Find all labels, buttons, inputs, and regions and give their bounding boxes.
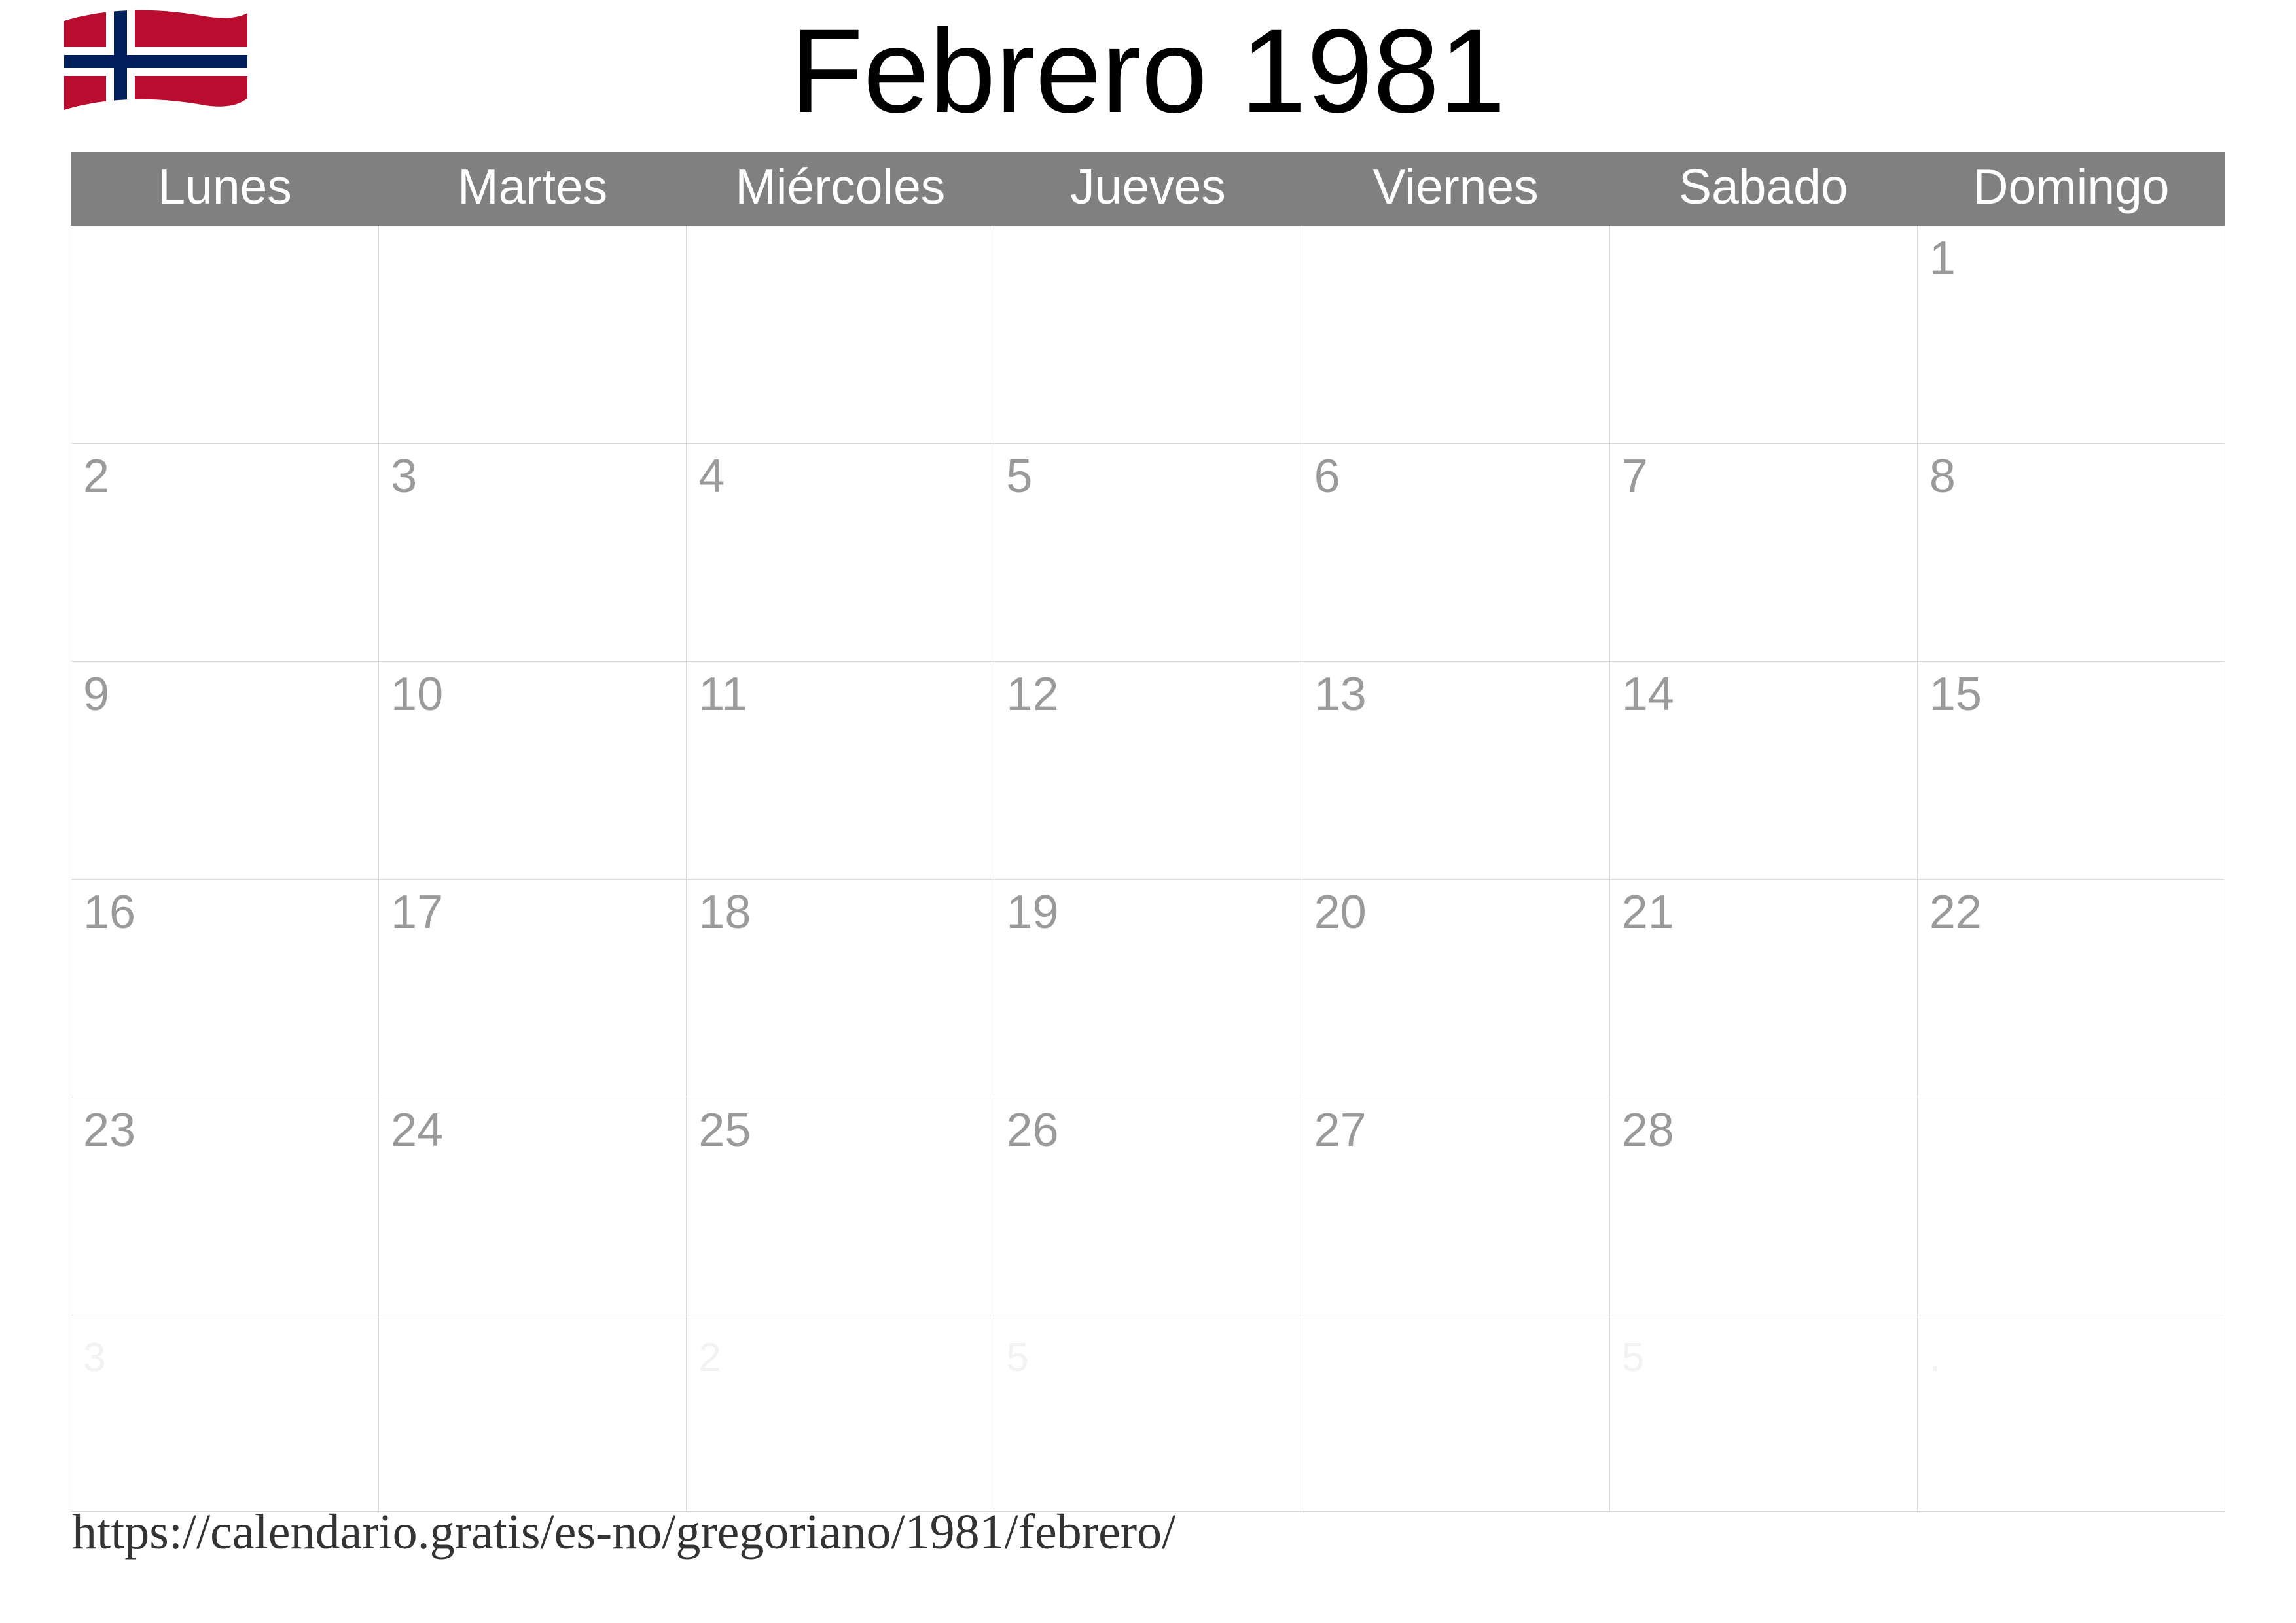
calendar-week-row	[71, 1315, 2225, 1512]
calendar-day-cell[interactable]	[1609, 1315, 1917, 1512]
day-number: 14	[1621, 668, 1674, 721]
calendar-day-cell[interactable]	[1302, 226, 1609, 444]
day-number: 1	[1929, 232, 1956, 285]
calendar-table	[71, 152, 2225, 1512]
calendar-day-cell[interactable]	[71, 1097, 379, 1315]
day-number: .	[1929, 1335, 1941, 1380]
calendar-day-cell[interactable]	[1609, 1097, 1917, 1315]
weekday-header-tuesday: Martes	[379, 152, 687, 226]
calendar-week-row	[71, 226, 2225, 444]
calendar-day-cell[interactable]	[994, 880, 1302, 1097]
day-number: 11	[698, 668, 748, 721]
day-number: 10	[391, 668, 444, 721]
calendar-day-cell[interactable]	[1302, 662, 1609, 880]
day-number: 27	[1314, 1104, 1367, 1156]
calendar-day-cell[interactable]	[1917, 662, 2225, 880]
day-number: 18	[698, 886, 751, 938]
calendar-day-cell[interactable]	[1917, 226, 2225, 444]
calendar-day-cell[interactable]	[379, 662, 687, 880]
day-number: 2	[698, 1335, 721, 1380]
day-number: 19	[1006, 886, 1059, 938]
calendar-day-cell[interactable]	[71, 1315, 379, 1512]
calendar-week-row	[71, 444, 2225, 662]
weekday-header-friday: Viernes	[1302, 152, 1609, 226]
day-number: 15	[1929, 668, 1982, 721]
calendar-day-cell[interactable]	[1302, 880, 1609, 1097]
calendar-day-cell[interactable]	[1609, 880, 1917, 1097]
day-number: 25	[698, 1104, 751, 1156]
calendar-day-cell[interactable]	[994, 662, 1302, 880]
weekday-header-wednesday: Miércoles	[687, 152, 994, 226]
calendar-week-row	[71, 880, 2225, 1097]
calendar-day-cell[interactable]	[71, 226, 379, 444]
calendar-day-cell[interactable]	[379, 444, 687, 662]
calendar-day-cell[interactable]	[379, 880, 687, 1097]
weekday-header-row	[71, 152, 2225, 226]
calendar-day-cell[interactable]	[71, 444, 379, 662]
weekday-header-monday: Lunes	[71, 152, 379, 226]
calendar-day-cell[interactable]	[994, 1097, 1302, 1315]
day-number: 22	[1929, 886, 1982, 938]
day-number: 5	[1006, 1335, 1029, 1380]
day-number: 5	[1006, 450, 1033, 503]
day-number: 8	[1929, 450, 1956, 503]
day-number: 3	[391, 450, 418, 503]
calendar-day-cell[interactable]	[687, 444, 994, 662]
calendar-day-cell[interactable]	[687, 880, 994, 1097]
calendar-day-cell[interactable]	[687, 1097, 994, 1315]
calendar-week-row	[71, 1097, 2225, 1315]
day-number: 3	[83, 1335, 106, 1380]
day-number: 20	[1314, 886, 1367, 938]
calendar-day-cell[interactable]	[1302, 1315, 1609, 1512]
day-number: 24	[391, 1104, 444, 1156]
day-number: 9	[83, 668, 110, 721]
calendar-day-cell[interactable]	[1302, 1097, 1609, 1315]
calendar-day-cell[interactable]	[379, 1315, 687, 1512]
day-number: 28	[1621, 1104, 1674, 1156]
calendar-day-cell[interactable]	[1917, 880, 2225, 1097]
day-number: 13	[1314, 668, 1367, 721]
calendar-week-row	[71, 662, 2225, 880]
calendar-day-cell[interactable]	[379, 1097, 687, 1315]
calendar-day-cell[interactable]	[994, 444, 1302, 662]
day-number: 4	[698, 450, 725, 503]
weekday-header-thursday: Jueves	[994, 152, 1302, 226]
day-number: 2	[83, 450, 110, 503]
calendar-day-cell[interactable]	[71, 880, 379, 1097]
day-number: 17	[391, 886, 444, 938]
calendar-day-cell[interactable]	[687, 226, 994, 444]
day-number: 26	[1006, 1104, 1059, 1156]
day-number: 6	[1314, 450, 1340, 503]
norway-flag-icon	[60, 7, 250, 124]
weekday-header-sunday: Domingo	[1917, 152, 2225, 226]
source-url[interactable]: https://calendario.gratis/es-no/gregoriano/1981/febrero/	[72, 1505, 1176, 1560]
day-number: 16	[83, 886, 136, 938]
calendar-day-cell[interactable]	[1302, 444, 1609, 662]
calendar-day-cell[interactable]	[1917, 444, 2225, 662]
calendar-day-cell[interactable]	[687, 1315, 994, 1512]
calendar-day-cell[interactable]	[1917, 1315, 2225, 1512]
calendar-day-cell[interactable]	[71, 662, 379, 880]
calendar-day-cell[interactable]	[1609, 444, 1917, 662]
calendar-day-cell[interactable]	[994, 226, 1302, 444]
calendar-day-cell[interactable]	[994, 1315, 1302, 1512]
page-title: Febrero 1981	[790, 3, 1506, 137]
day-number: 7	[1621, 450, 1648, 503]
calendar-day-cell[interactable]	[379, 226, 687, 444]
day-number: 12	[1006, 668, 1059, 721]
day-number: 23	[83, 1104, 136, 1156]
calendar-day-cell[interactable]	[1609, 226, 1917, 444]
calendar-day-cell[interactable]	[1609, 662, 1917, 880]
calendar-day-cell[interactable]	[1917, 1097, 2225, 1315]
weekday-header-saturday: Sabado	[1609, 152, 1917, 226]
day-number: 5	[1621, 1335, 1645, 1380]
calendar-day-cell[interactable]	[687, 662, 994, 880]
page-header	[0, 0, 2296, 141]
day-number: 21	[1621, 886, 1674, 938]
